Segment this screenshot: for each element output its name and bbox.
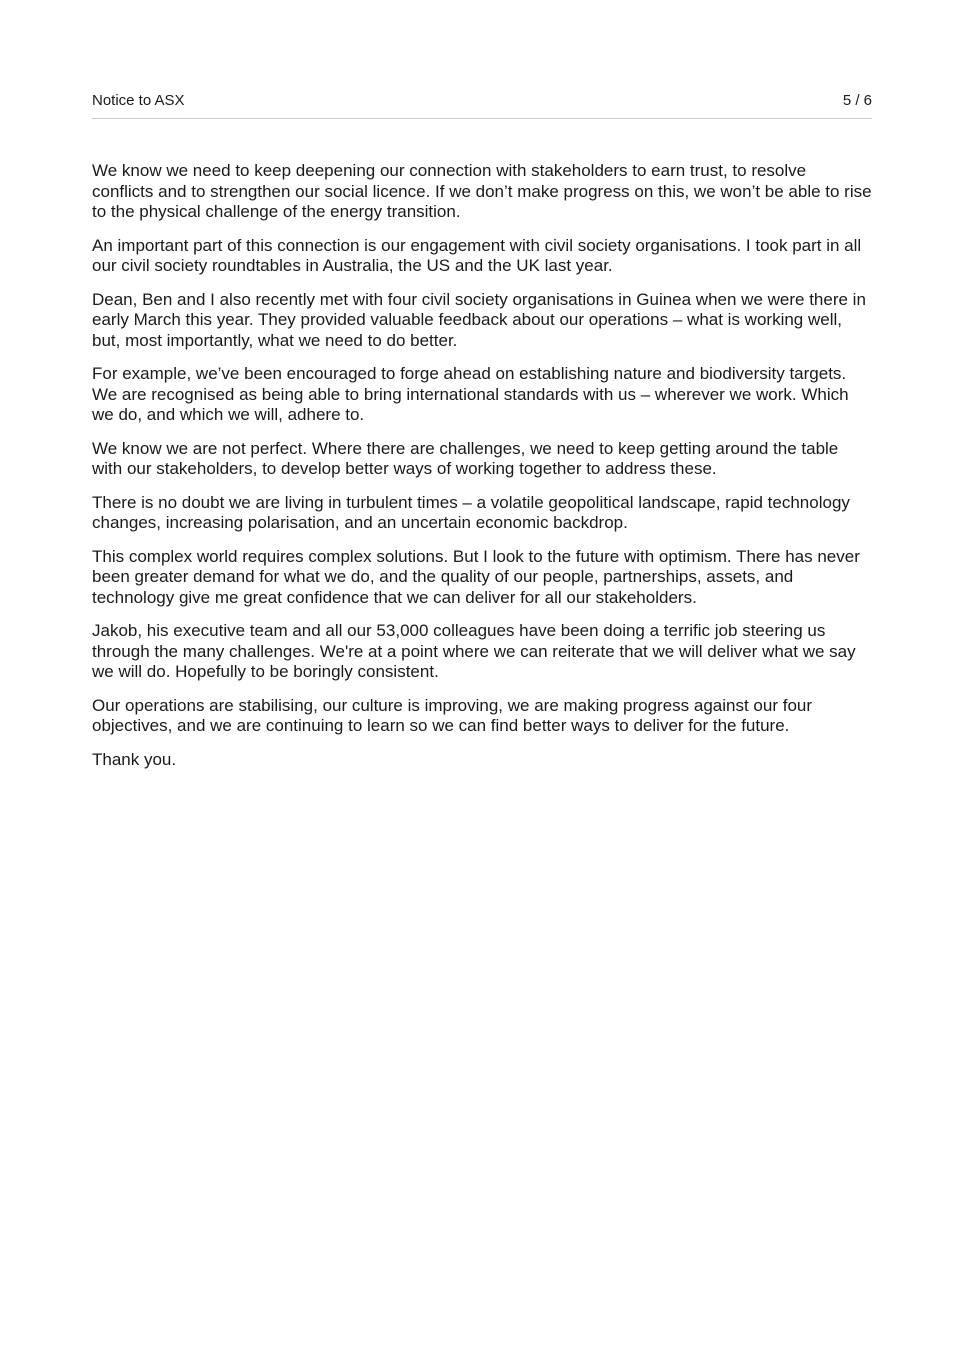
paragraph: There is no doubt we are living in turbulent times – a volatile geopolitical landscape, rapid technology changes, increasing polarisation, and an uncertain economic backdrop. [92, 492, 850, 532]
paragraph: Our operations are stabilising, our culture is improving, we are making progress against our four objectives, and we are continuing to learn so we can find better ways to deliver for the future. [92, 695, 813, 735]
document-body [92, 161, 872, 783]
paragraph: Jakob, his executive team and all our 53,000 colleagues have been doing a terrific job steering us through the many challenges. We're at a point where we can reiterate that we will deliver what we say we will do. Hopefully to be boringly consistent. [92, 621, 856, 681]
paragraph: For example, we’ve been encouraged to forge ahead on establishing nature and biodiversity targets. We are recognised as being able to bring international standards with us – wherever we work. Which we do, and which we will, adhere to. [92, 364, 849, 424]
page-number: 5 / 6 [842, 92, 872, 109]
page-header [92, 92, 872, 119]
paragraph: Dean, Ben and I also recently met with four civil society organisations in Guinea when we were there in early March this year. They provided valuable feedback about our operations – what is working well, but, most importantly, what we need to do better. [92, 289, 866, 350]
paragraph: We know we need to keep deepening our connection with stakeholders to earn trust, to resolve conflicts and to strengthen our social licence. If we don’t make progress on this, we won’t be able to rise to the physical challenge of the energy transition. [92, 161, 872, 221]
closing-line: Thank you. [92, 749, 177, 769]
paragraph: We know we are not perfect. Where there are challenges, we need to keep getting around the table with our stakeholders, to develop better ways of working together to address these. [92, 438, 839, 478]
document-title: Notice to ASX [92, 92, 185, 109]
paragraph: An important part of this connection is our engagement with civil society organisations. I took part in all our civil society roundtables in Australia, the US and the UK last year. [92, 235, 862, 275]
paragraph: This complex world requires complex solutions. But I look to the future with optimism. There has never been greater demand for what we do, and the quality of our people, partnerships, assets, and technology give me great confidence that we can deliver for all our stakeholders. [92, 546, 860, 607]
